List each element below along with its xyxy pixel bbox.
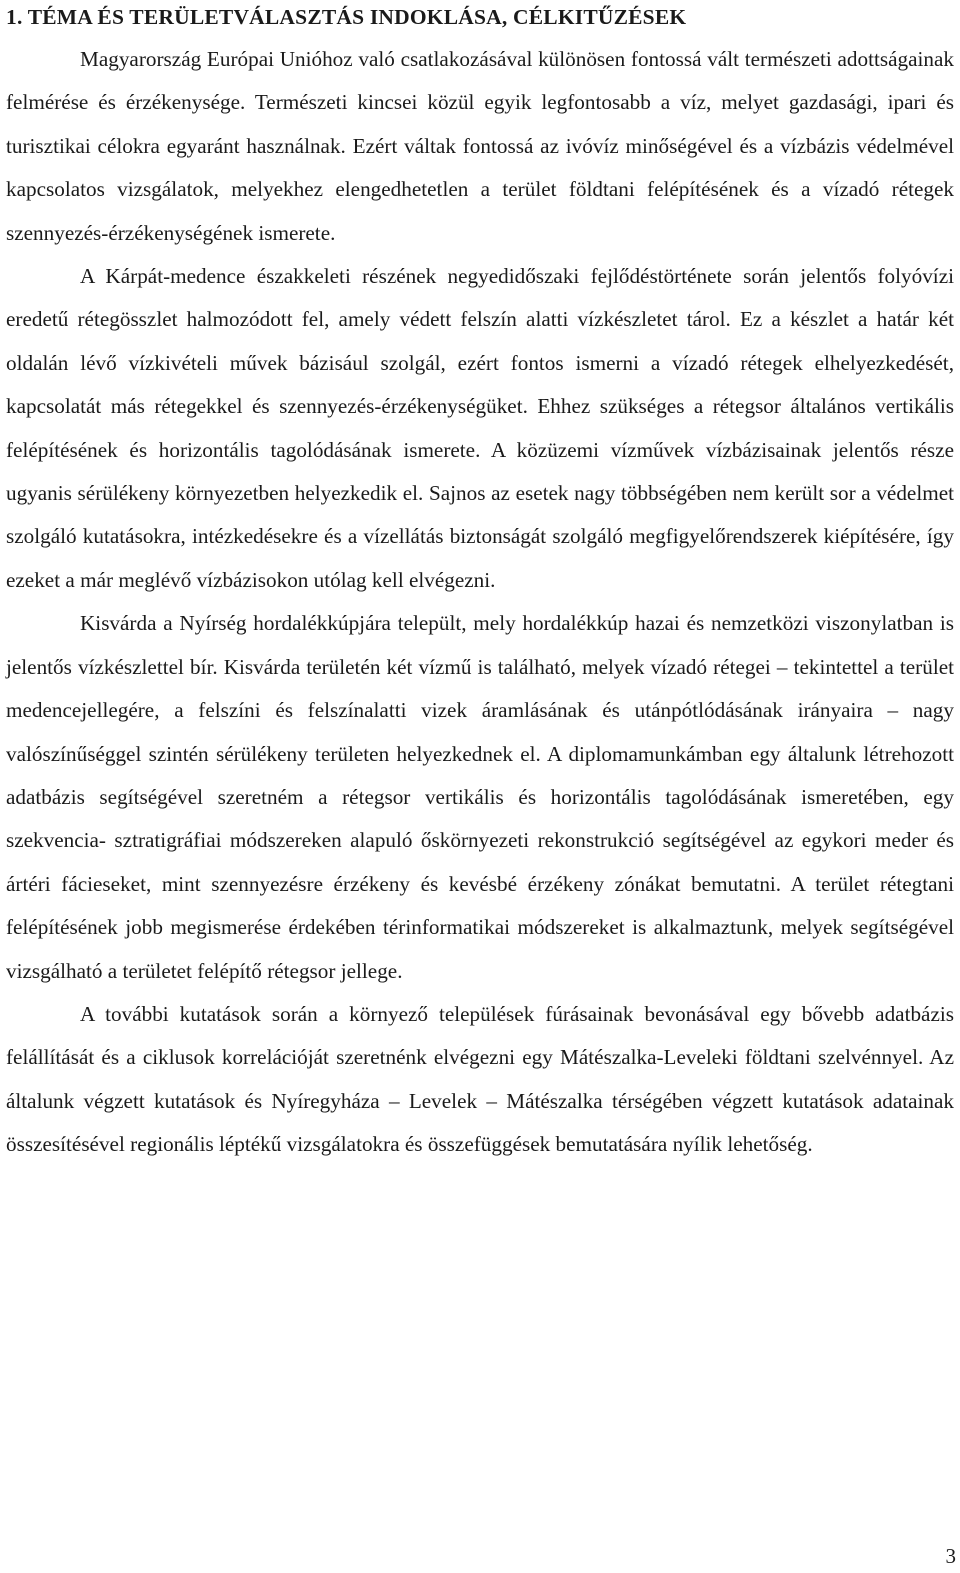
paragraph-1: Magyarország Európai Unióhoz való csatlakozásával különösen fontossá vált természeti adottságainak felmérése és érzékenysége. Természeti kincsei közül egyik legfontosabb a víz, melyet gazdasági, ipari és turisztikai célokra egyaránt használnak. Ezért váltak fontossá az ivóvíz minőségével és a vízbázis védelmével kapcsolatos vizsgálatok, melyekhez elengedhetetlen a terület földtani felépítésének és a vízadó rétegek szennyezés-érzékenységének ismerete. [6, 47, 954, 245]
paragraph-2: A Kárpát-medence északkeleti részének negyedidőszaki fejlődéstörténete során jelentős folyóvízi eredetű rétegösszlet halmozódott fel, amely védett felszín alatti vízkészletet tárol. Ez a készlet a határ két oldalán lévő vízkivételi művek bázisául szolgál, ezért fontos ismerni a vízadó rétegek elhelyezkedését, kapcsolatát más rétegekkel és szennyezés-érzékenységüket. Ehhez szükséges a rétegsor általános vertikális felépítésének és horizontális tagolódásának ismerete. A közüzemi vízművek vízbázisainak jelentős része ugyanis sérülékeny környezetben helyezkedik el. Sajnos az esetek nagy többségében nem került sor a védelmet szolgáló kutatásokra, intézkedésekre és a vízellátás biztonságát szolgáló megfigyelőrendszerek kiépítésére, így ezeket a már meglévő vízbázisokon utólag kell elvégezni. [6, 264, 954, 592]
page-number: 3 [945, 1544, 956, 1568]
paragraph-3: Kisvárda a Nyírség hordalékkúpjára települt, mely hordalékkúp hazai és nemzetközi viszonylatban is jelentős vízkészlettel bír. Kisvárda területén két vízmű is található, melyek vízadó rétegei – tekintettel a terület medencejellegére, a felszíni és felszínalatti vizek áramlásának és utánpótlódásának irányaira – nagy valószínűséggel szintén sérülékeny területen helyezkednek el. A diplomamunkámban egy általunk létrehozott adatbázis segítségével szeretném a rétegsor vertikális és horizontális tagolódásának ismeretében, egy szekvencia- sztratigráfiai módszereken alapuló őskörnyezeti rekonstrukció segítségével az egykori meder és ártéri fácieseket, mint szennyezésre érzékeny és kevésbé érzékeny zónákat bemutatni. A terület rétegtani felépítésének jobb megismerése érdekében térinformatikai módszereket is alkalmaztunk, melyek segítségével vizsgálható a területet felépítő rétegsor jellege. [6, 611, 954, 983]
paragraph-4: A további kutatások során a környező települések fúrásainak bevonásával egy bővebb adatbázis felállítását és a ciklusok korrelációját szeretnénk elvégezni egy Mátészalka-Leveleki földtani szelvénnyel. Az általunk végzett kutatások és Nyíregyháza – Levelek – Mátészalka térségében végzett kutatások adatainak összesítésével regionális léptékű vizsgálatokra és összefüggések bemutatására nyílik lehetőség. [6, 1001, 954, 1157]
section-heading: 1. TÉMA ÉS TERÜLETVÁLASZTÁS INDOKLÁSA, CÉLKITŰZÉSEK [6, 5, 687, 29]
document-page [6, 0, 954, 1167]
